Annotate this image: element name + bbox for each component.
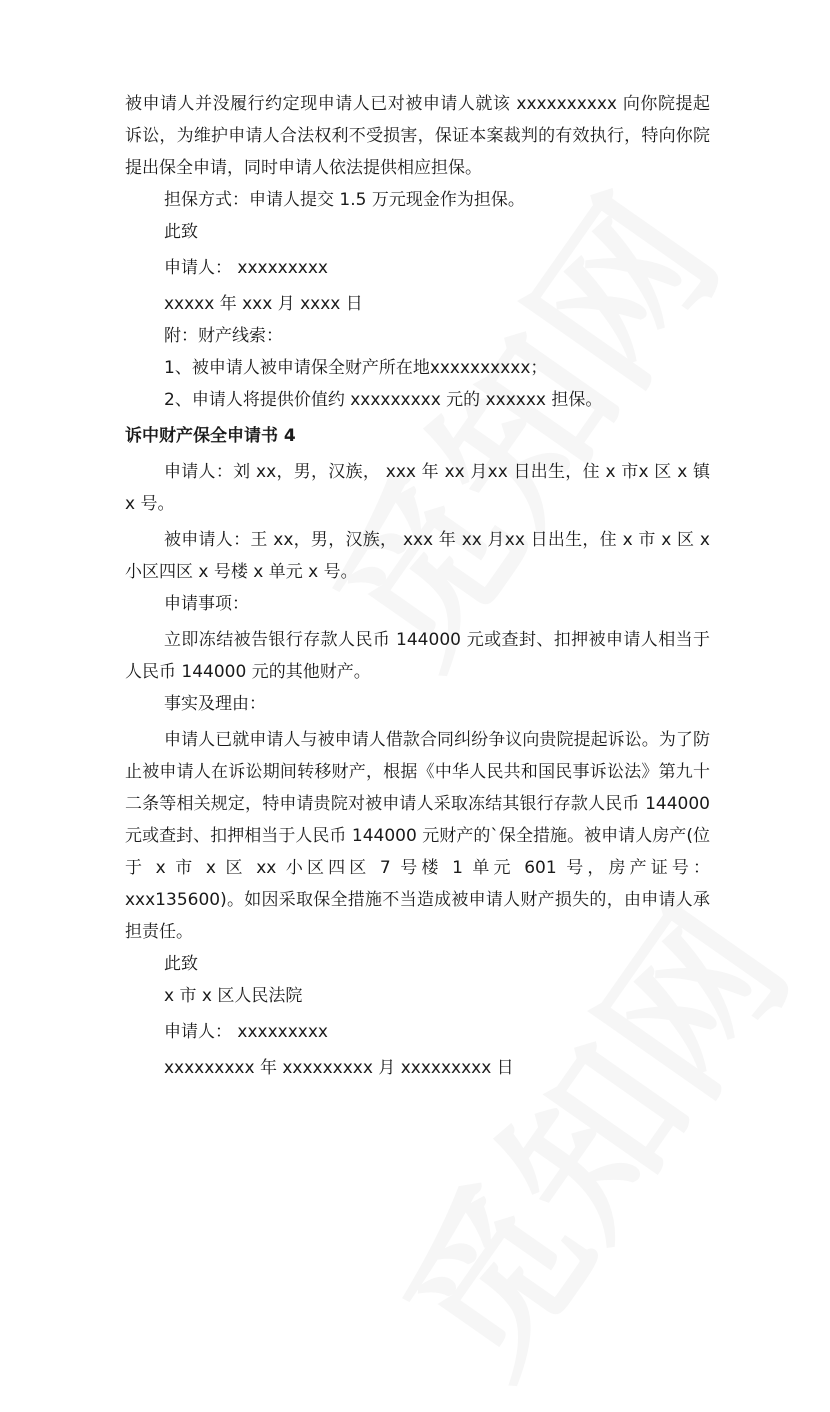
signature-date: xxxxx 年 xxx 月 xxxx 日 xyxy=(164,294,363,314)
applicant-signature: 申请人： xxxxxxxxx xyxy=(164,258,328,278)
document-page xyxy=(125,88,710,1084)
applicant-info: 申请人：刘 xx，男，汉族， xxx 年 xx 月xx 日出生，住 x 市x 区 x 镇 x 号。 xyxy=(125,462,710,514)
property-clue-2: 2、申请人将提供价值约 xxxxxxxxx 元的 xxxxxx 担保。 xyxy=(164,390,603,410)
matters-text: 立即冻结被告银行存款人民币 144000 元或查封、扣押被申请人相当于人民币 144000 元的其他财产。 xyxy=(125,630,710,682)
matters-label: 申请事项： xyxy=(164,594,249,614)
paragraph-continuation: 被申请人并没履行约定现申请人已对被申请人就该 xxxxxxxxxx 向你院提起诉讼，为维护申请人合法权利不受损害，保证本案裁判的有效执行，特向你院提出保全申请，同时申请人依法提供相应担保。 xyxy=(125,94,710,178)
guarantee-method: 担保方式：申请人提交 1.5 万元现金作为担保。 xyxy=(164,190,525,210)
facts-text: 申请人已就申请人与被申请人借款合同纠纷争议向贵院提起诉讼。为了防止被申请人在诉讼期间转移财产，根据《中华人民共和国民事诉讼法》第九十二条等相关规定，特申请贵院对被申请人采取冻结其银行存款人民币 144000 元或查封、扣押相当于人民币 144000 元财产的`保全措施。被申请人房产(位于 x 市 x 区 xx 小区四区 7 号楼 1 单元 601 号，房产证号： xxx135600)。如因采取保全措施不当造成被申请人财产损失的，由申请人承担责任。 xyxy=(125,730,710,942)
salutation-2: 此致 xyxy=(164,954,198,974)
salutation: 此致 xyxy=(164,222,198,242)
property-clue-1: 1、被申请人被申请保全财产所在地xxxxxxxxxx； xyxy=(164,358,548,378)
signature-date-2: xxxxxxxxx 年 xxxxxxxxx 月 xxxxxxxxx 日 xyxy=(164,1058,514,1078)
respondent-info: 被申请人：王 xx，男，汉族， xxx 年 xx 月xx 日出生，住 x 市 x 区 x 小区四区 x 号楼 x 单元 x 号。 xyxy=(125,530,710,582)
attachment-label: 附：财产线索： xyxy=(164,326,283,346)
applicant-signature-2: 申请人： xxxxxxxxx xyxy=(164,1022,328,1042)
facts-label: 事实及理由： xyxy=(164,694,266,714)
court-name: x 市 x 区人民法院 xyxy=(164,986,303,1006)
section-heading: 诉中财产保全申请书 4 xyxy=(125,426,296,446)
